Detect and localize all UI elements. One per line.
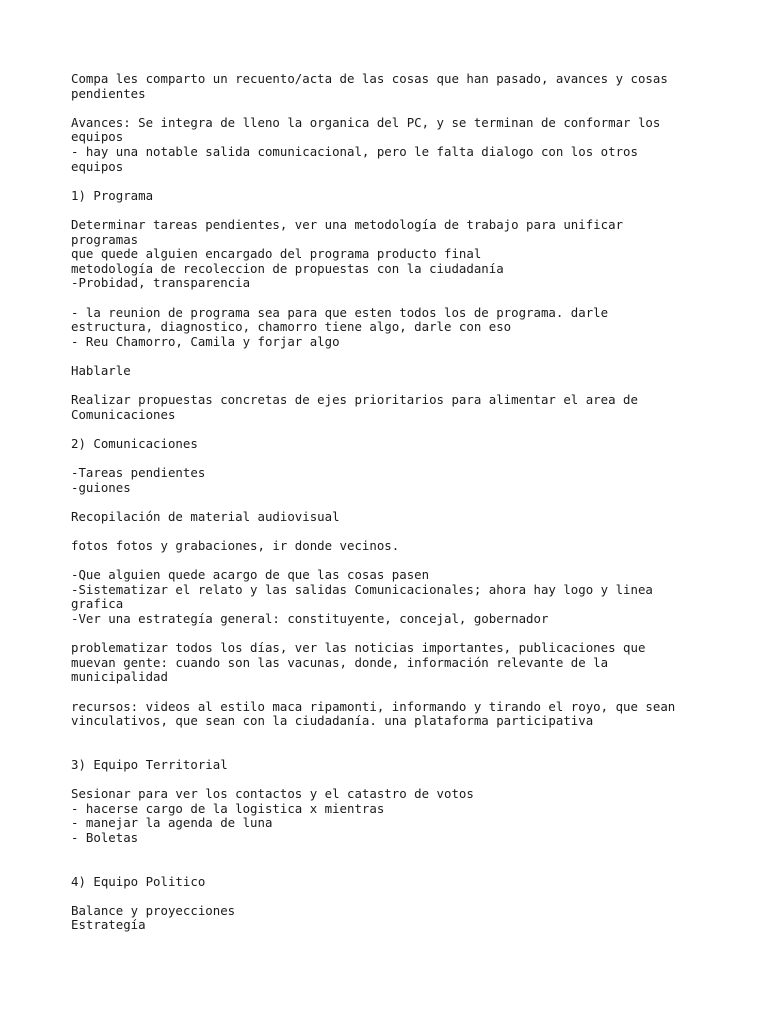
intro-paragraph [71, 72, 711, 101]
text-line: metodología de recoleccion de propuestas con la ciudadanía [71, 260, 504, 276]
text-line: recursos: videos al estilo maca ripamonti, informando y tirando el royo, que sean [71, 698, 676, 714]
comunicaciones-paragraph-5 [71, 641, 711, 685]
text-line: muevan gente: cuando son las vacunas, donde, información relevante de la [71, 654, 609, 670]
text-line: pendientes [71, 85, 146, 101]
text-line: vinculativos, que sean con la ciudadanía. una plataforma participativa [71, 713, 594, 729]
comunicaciones-paragraph-4 [71, 568, 711, 626]
text-line: - Reu Chamorro, Camila y forjar algo [71, 333, 340, 349]
text-line: equipos [71, 158, 124, 174]
text-line: - hacerse cargo de la logistica x mientras [71, 800, 385, 816]
text-line: -Ver una estrategía general: constituyente, concejal, gobernador [71, 610, 549, 626]
document-page [71, 72, 711, 933]
programa-paragraph-4 [71, 393, 711, 422]
territorial-paragraph-1 [71, 787, 711, 845]
text-line: -Sistematizar el relato y las salidas Comunicacionales; ahora hay logo y linea [71, 581, 653, 597]
text-line: Realizar propuestas concretas de ejes prioritarios para alimentar el area de [71, 392, 638, 408]
text-line: problematizar todos los días, ver las noticias importantes, publicaciones que [71, 640, 646, 656]
comunicaciones-paragraph-2: Recopilación de material audiovisual [71, 508, 340, 524]
text-line: - manejar la agenda de luna [71, 815, 273, 831]
programa-paragraph-2 [71, 306, 711, 350]
text-line: Compa les comparto un recuento/acta de las cosas que han pasado, avances y cosas [71, 71, 668, 86]
text-line: Avances: Se integra de lleno la organica del PC, y se terminan de conformar los [71, 114, 661, 130]
text-line: municipalidad [71, 669, 168, 685]
text-line: grafica [71, 596, 124, 612]
text-line: -Probidad, transparencia [71, 275, 251, 291]
text-line: programas [71, 231, 139, 247]
text-line: - Boletas [71, 829, 139, 845]
text-line: estructura, diagnostico, chamorro tiene algo, darle con eso [71, 319, 512, 335]
text-line: Comunicaciones [71, 406, 176, 422]
text-line: que quede alguien encargado del programa producto final [71, 246, 482, 262]
text-line: Balance y proyecciones [71, 902, 236, 918]
comunicaciones-paragraph-1 [71, 466, 711, 495]
text-line: - hay una notable salida comunicacional, pero le falta dialogo con los otros [71, 143, 638, 159]
section-heading-programa: 1) Programa [71, 187, 154, 203]
text-line: equipos [71, 129, 124, 145]
text-line: Sesionar para ver los contactos y el catastro de votos [71, 786, 474, 802]
section-heading-territorial: 3) Equipo Territorial [71, 756, 228, 772]
politico-paragraph-1 [71, 904, 711, 933]
programa-paragraph-1 [71, 218, 711, 291]
comunicaciones-paragraph-6 [71, 700, 711, 729]
programa-paragraph-3: Hablarle [71, 362, 131, 378]
text-line: -Que alguien quede acargo de que las cosas pasen [71, 567, 430, 583]
section-heading-comunicaciones: 2) Comunicaciones [71, 435, 198, 451]
text-line: Determinar tareas pendientes, ver una metodología de trabajo para unificar [71, 216, 624, 232]
text-line: Estrategía [71, 917, 146, 933]
text-line: -Tareas pendientes [71, 465, 206, 481]
avances-paragraph [71, 116, 711, 174]
section-heading-politico: 4) Equipo Politico [71, 873, 206, 889]
text-line: - la reunion de programa sea para que esten todos los de programa. darle [71, 304, 609, 320]
comunicaciones-paragraph-3: fotos fotos y grabaciones, ir donde vecinos. [71, 538, 400, 553]
text-line: -guiones [71, 479, 131, 495]
